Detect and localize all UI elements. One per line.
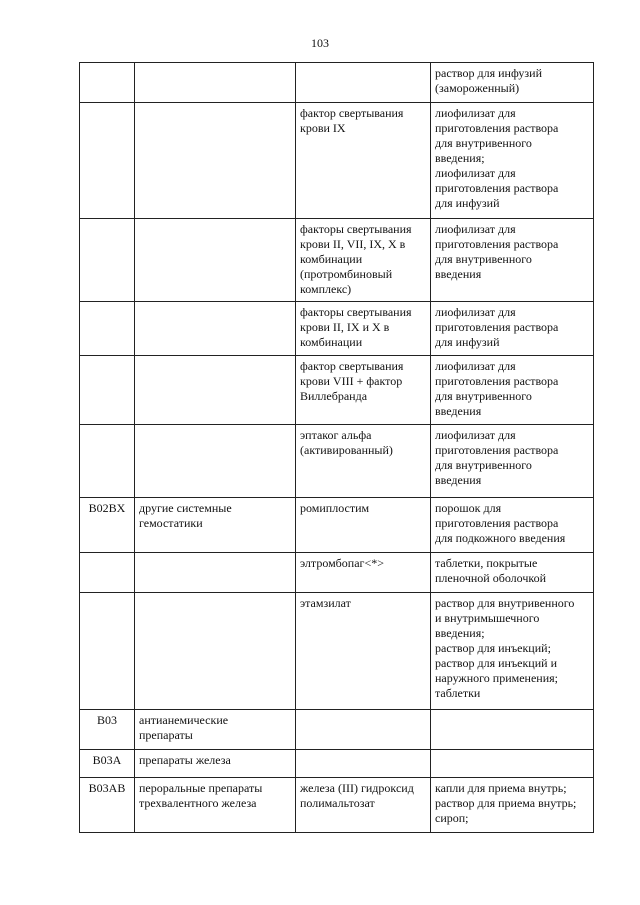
- cell-text-line: крови IX: [300, 121, 346, 135]
- cell-text-line: капли для приема внутрь;: [435, 781, 567, 795]
- table-row: [80, 302, 594, 356]
- cell-text-line: приготовления раствора: [435, 320, 559, 334]
- atc-code-cell: [80, 356, 135, 425]
- cell-text-line: лиофилизат для: [435, 106, 516, 120]
- cell-text-line: лиофилизат для: [435, 166, 516, 180]
- cell-text-line: лиофилизат для: [435, 305, 516, 319]
- cell-text-line: раствор для внутривенного: [435, 596, 575, 610]
- atc-group-cell: [135, 302, 296, 356]
- cell-text-line: введения;: [435, 626, 485, 640]
- cell-text-line: пленочной оболочкой: [435, 571, 547, 585]
- cell-text-line: этамзилат: [300, 596, 351, 610]
- cell-text-line: для внутривенного: [435, 389, 532, 403]
- cell-text-line: эптаког альфа: [300, 428, 372, 442]
- table-row: [80, 593, 594, 710]
- table-row: [80, 553, 594, 593]
- atc-group-cell: [135, 778, 296, 833]
- cell-text-line: антианемические: [139, 713, 229, 727]
- cell-text-line: введения: [435, 473, 482, 487]
- table-row: [80, 103, 594, 219]
- cell-text-line: наружного применения;: [435, 671, 558, 685]
- cell-text-line: введения: [435, 267, 482, 281]
- cell-text-line: и внутримышечного: [435, 611, 540, 625]
- drug-name-cell: [296, 498, 431, 553]
- cell-text-line: Виллебранда: [300, 389, 368, 403]
- cell-text-line: (активированный): [300, 443, 393, 457]
- cell-text-line: другие системные: [139, 501, 232, 515]
- cell-text-line: лиофилизат для: [435, 222, 516, 236]
- cell-text-line: порошок для: [435, 501, 502, 515]
- cell-text-line: полимальтозат: [300, 796, 375, 810]
- drug-name-cell: [296, 710, 431, 750]
- dosage-form-cell: [431, 63, 594, 103]
- atc-code-cell: [80, 63, 135, 103]
- cell-text-line: раствор для инъекций;: [435, 641, 551, 655]
- atc-code-cell: B03A: [80, 750, 135, 778]
- atc-group-cell: [135, 425, 296, 498]
- dosage-form-cell: [431, 425, 594, 498]
- cell-text-line: приготовления раствора: [435, 237, 559, 251]
- cell-text-line: для инфузий: [435, 335, 500, 349]
- table-row: [80, 219, 594, 302]
- dosage-form-cell: [431, 103, 594, 219]
- cell-text-line: раствор для инфузий: [435, 66, 542, 80]
- cell-text-line: железа (III) гидроксид: [300, 781, 414, 795]
- drug-name-cell: [296, 103, 431, 219]
- atc-code-cell: B02BX: [80, 498, 135, 553]
- table-row: [80, 710, 594, 750]
- cell-text-line: лиофилизат для: [435, 428, 516, 442]
- table-row: [80, 750, 594, 778]
- cell-text-line: для внутривенного: [435, 458, 532, 472]
- atc-code-cell: B03: [80, 710, 135, 750]
- cell-text-line: сироп;: [435, 811, 469, 825]
- cell-text-line: комбинации: [300, 252, 363, 266]
- cell-text-line: ромиплостим: [300, 501, 370, 515]
- cell-text-line: таблетки: [435, 686, 481, 700]
- cell-text-line: крови VIII + фактор: [300, 374, 403, 388]
- atc-group-cell: [135, 553, 296, 593]
- page-number: 103: [311, 36, 329, 50]
- cell-text-line: приготовления раствора: [435, 121, 559, 135]
- drug-name-cell: [296, 425, 431, 498]
- cell-text-line: крови II, VII, IX, X в: [300, 237, 406, 251]
- cell-text-line: препараты: [139, 728, 193, 742]
- atc-group-cell: [135, 710, 296, 750]
- atc-code-cell: [80, 302, 135, 356]
- drug-name-cell: [296, 302, 431, 356]
- atc-code-cell: [80, 553, 135, 593]
- dosage-form-cell: [431, 219, 594, 302]
- drug-name-cell: [296, 778, 431, 833]
- cell-text-line: приготовления раствора: [435, 516, 559, 530]
- cell-text-line: введения;: [435, 151, 485, 165]
- cell-text-line: гемостатики: [139, 516, 203, 530]
- table-body: [80, 63, 594, 833]
- drug-name-cell: [296, 63, 431, 103]
- table-row: [80, 498, 594, 553]
- drug-name-cell: [296, 356, 431, 425]
- cell-text-line: для инфузий: [435, 196, 500, 210]
- cell-text-line: (протромбиновый: [300, 267, 393, 281]
- cell-text-line: раствор для приема внутрь;: [435, 796, 577, 810]
- cell-text-line: для внутривенного: [435, 252, 532, 266]
- cell-text-line: приготовления раствора: [435, 374, 559, 388]
- atc-code-cell: [80, 425, 135, 498]
- dosage-form-cell: [431, 778, 594, 833]
- cell-text-line: комплекс): [300, 282, 352, 296]
- atc-code-cell: [80, 103, 135, 219]
- cell-text-line: таблетки, покрытые: [435, 556, 538, 570]
- cell-text-line: (замороженный): [435, 81, 520, 95]
- dosage-form-cell: [431, 302, 594, 356]
- atc-code-cell: B03AB: [80, 778, 135, 833]
- cell-text-line: крови II, IX и X в: [300, 320, 390, 334]
- dosage-form-cell: [431, 710, 594, 750]
- cell-text-line: для внутривенного: [435, 136, 532, 150]
- atc-code-cell: [80, 219, 135, 302]
- drug-name-cell: [296, 219, 431, 302]
- atc-code-cell: [80, 593, 135, 710]
- drug-name-cell: [296, 593, 431, 710]
- drug-table: [79, 62, 594, 833]
- table-row: [80, 356, 594, 425]
- atc-group-cell: [135, 750, 296, 778]
- cell-text-line: комбинации: [300, 335, 363, 349]
- atc-group-cell: [135, 498, 296, 553]
- cell-text-line: раствор для инъекций и: [435, 656, 557, 670]
- cell-text-line: препараты железа: [139, 753, 231, 767]
- dosage-form-cell: [431, 593, 594, 710]
- cell-text-line: приготовления раствора: [435, 181, 559, 195]
- cell-text-line: пероральные препараты: [139, 781, 263, 795]
- cell-text-line: приготовления раствора: [435, 443, 559, 457]
- atc-group-cell: [135, 63, 296, 103]
- dosage-form-cell: [431, 750, 594, 778]
- atc-group-cell: [135, 356, 296, 425]
- dosage-form-cell: [431, 356, 594, 425]
- drug-name-cell: [296, 750, 431, 778]
- cell-text-line: факторы свертывания: [300, 222, 412, 236]
- cell-text-line: введения: [435, 404, 482, 418]
- dosage-form-cell: [431, 498, 594, 553]
- table-row: [80, 425, 594, 498]
- dosage-form-cell: [431, 553, 594, 593]
- atc-group-cell: [135, 103, 296, 219]
- cell-text-line: фактор свертывания: [300, 106, 404, 120]
- atc-group-cell: [135, 219, 296, 302]
- cell-text-line: трехвалентного железа: [139, 796, 257, 810]
- cell-text-line: элтромбопаг<*>: [300, 556, 384, 570]
- drug-name-cell: [296, 553, 431, 593]
- cell-text-line: лиофилизат для: [435, 359, 516, 373]
- cell-text-line: для подкожного введения: [435, 531, 566, 545]
- table-row: [80, 63, 594, 103]
- atc-group-cell: [135, 593, 296, 710]
- cell-text-line: факторы свертывания: [300, 305, 412, 319]
- table-row: [80, 778, 594, 833]
- cell-text-line: фактор свертывания: [300, 359, 404, 373]
